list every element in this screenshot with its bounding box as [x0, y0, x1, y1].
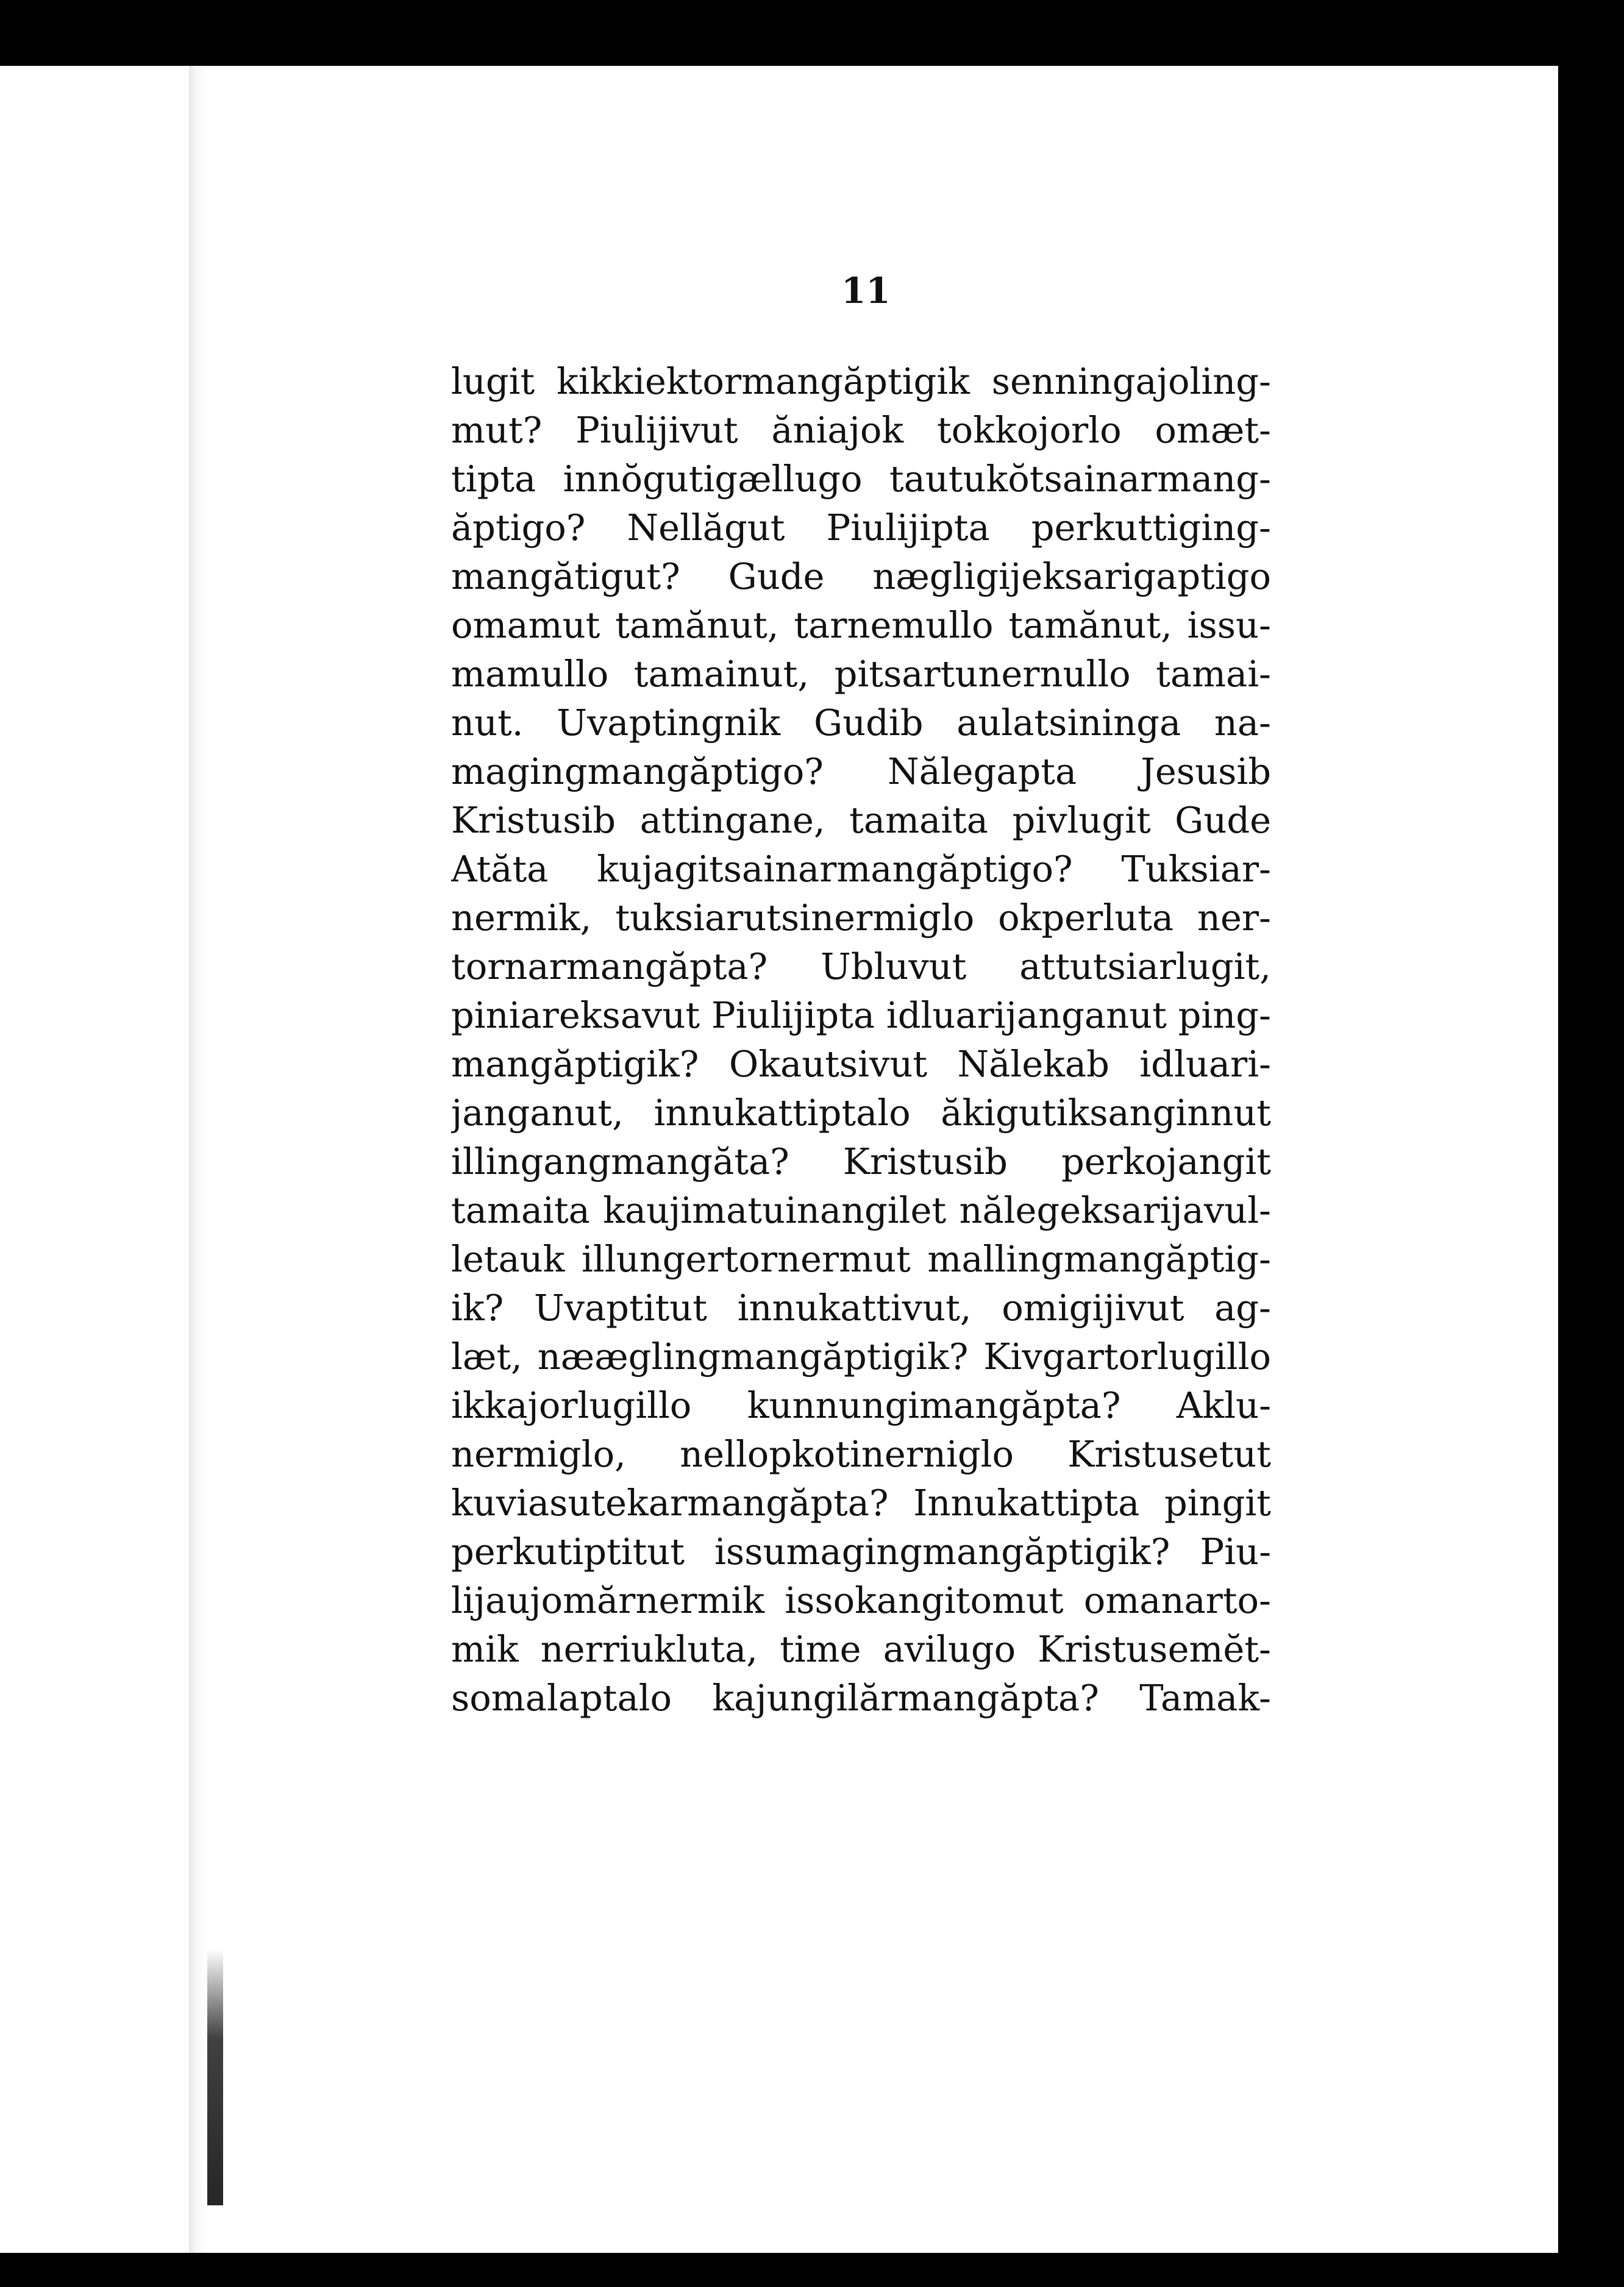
text-line: mangăptigik? Okautsivut Nălekab idluari- [451, 1043, 1271, 1085]
text-line: janganut, innukattiptalo ăkigutiksanginnut [451, 1092, 1271, 1134]
text-line: Kristusib attingane, tamaita pivlugit Gude [451, 799, 1271, 841]
text-line: nut. Uvaptingnik Gudib aulatsininga na- [451, 702, 1271, 744]
text-line: piniareksavut Piulijipta idluarijanganut ping- [451, 994, 1271, 1036]
text-line: lugit kikkiektormangăptigik senningajoling- [451, 360, 1271, 402]
text-line: mik nerriukluta, time avilugo Kristusemĕt- [451, 1628, 1271, 1670]
text-line: ik? Uvaptitut innukattivut, omigijivut ag- [451, 1287, 1271, 1329]
text-line: omamut tamănut, tarnemullo tamănut, issu- [451, 604, 1271, 646]
text-line: illingangmangăta? Kristusib perkojangit [451, 1140, 1271, 1183]
text-line: letauk illungertornermut mallingmangăptig- [451, 1238, 1271, 1280]
text-line: magingmangăptigo? Nălegapta Jesusib [451, 750, 1271, 792]
text-line: kuviasutekarmangăpta? Innukattipta pingit [451, 1482, 1271, 1524]
text-line: tamaita kaujimatuinangilet nălegeksarijavul- [451, 1189, 1271, 1231]
text-line: mamullo tamainut, pitsartunernullo tamai- [451, 653, 1271, 695]
text-line: ikkajorlugillo kunnungimangăpta? Aklu- [451, 1384, 1271, 1426]
text-line: lijaujomărnermik issokangitomut omanarto- [451, 1579, 1271, 1621]
text-line: mut? Piulijivut ăniajok tokkojorlo omæt- [451, 409, 1271, 451]
page-gutter [189, 66, 207, 2253]
text-line: læt, nææglingmangăptigik? Kivgartorlugillo [451, 1336, 1271, 1378]
text-line: Atăta kujagitsainarmangăptigo? Tuksiar- [451, 848, 1271, 890]
text-line: somalaptalo kajungilărmangăpta? Tamak- [451, 1677, 1271, 1719]
text-line: tipta innŏgutigællugo tautukŏtsainarmang- [451, 458, 1271, 500]
text-line: tornarmangăpta? Ubluvut attutsiarlugit, [451, 945, 1271, 987]
book-page [0, 66, 1558, 2253]
text-line: ăptigo? Nellăgut Piulijipta perkuttiging- [451, 507, 1271, 549]
text-line: nermik, tuksiarutsinermiglo okperluta ner- [451, 897, 1271, 939]
page-number: 11 [841, 270, 891, 311]
binding-shadow [207, 1949, 223, 2205]
body-text [451, 357, 1271, 1723]
text-line: perkutiptitut issumagingmangăptigik? Piu- [451, 1531, 1271, 1573]
text-line: nermiglo, nellopkotinerniglo Kristusetut [451, 1433, 1271, 1475]
text-line: mangătigut? Gude nægligijeksarigaptigo [451, 555, 1271, 597]
